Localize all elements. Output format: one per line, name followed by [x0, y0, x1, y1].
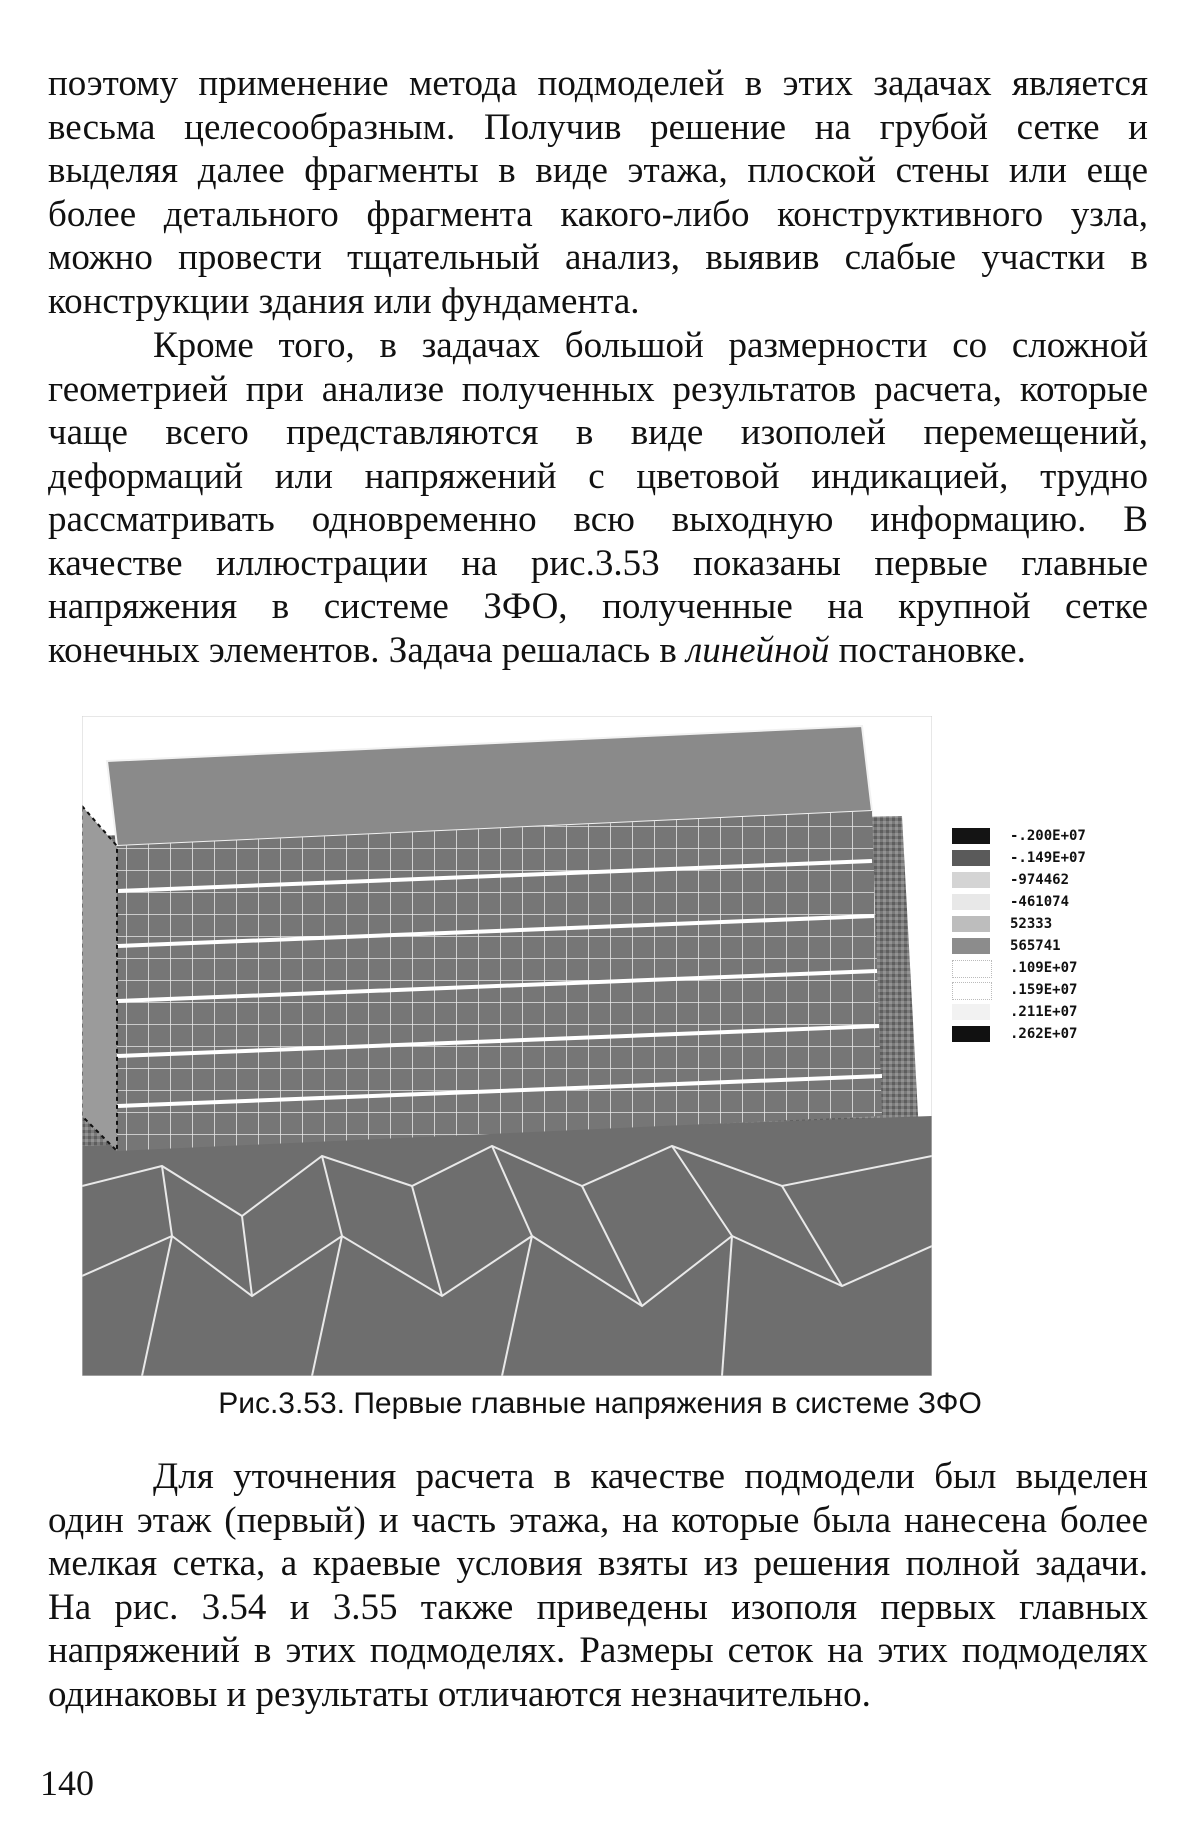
legend-value: -974462 [1010, 872, 1070, 888]
legend-swatch [952, 828, 990, 844]
page-number: 140 [40, 1763, 94, 1803]
figure-caption: Рис.3.53. Первые главные напряжения в системе ЗФО [218, 1387, 982, 1420]
text-line: качестве иллюстрации на рис.3.53 показаны первые главные [48, 542, 1148, 584]
legend-value: 52333 [1010, 916, 1053, 932]
text-line: напряжений в этих подмоделях. Размеры сеток на этих подмоделях [48, 1630, 1148, 1671]
text-line: конструкции здания или фундамента. [48, 280, 640, 322]
building-side-wall [82, 806, 117, 1151]
paragraph-3 [48, 1455, 1148, 1716]
legend-value: .159E+07 [1010, 982, 1078, 998]
legend-entry [952, 914, 1162, 934]
text-line: чаще всего представляются в виде изополей перемещений, [48, 412, 1148, 453]
text-line: геометрией при анализе полученных результатов расчета, которые [48, 368, 1148, 410]
text-line: выделяя далее фрагменты в виде этажа, плоской стены или еще [48, 150, 1148, 191]
text-line: один этаж (первый) и часть этажа, на которые была нанесена более [48, 1499, 1148, 1541]
text-fragment: конечных элементов. Задача решалась в [48, 629, 687, 671]
text-line: напряжения в системе ЗФО, полученные на крупной сетке [48, 586, 1148, 627]
legend-swatch [952, 1026, 990, 1042]
legend-swatch [952, 872, 990, 888]
stress-legend [952, 826, 1162, 1066]
legend-entry [952, 1002, 1162, 1022]
legend-swatch [952, 982, 992, 1000]
legend-entry [952, 980, 1162, 1000]
text-line: рассматривать одновременно всю выходную информацию. В [48, 499, 1148, 540]
legend-swatch [952, 1004, 990, 1020]
text-line: На рис. 3.54 и 3.55 также приведены изополя первых главных [48, 1586, 1148, 1628]
legend-swatch [952, 850, 990, 866]
paragraph-1 [48, 62, 1148, 323]
text-line: поэтому применение метода подмоделей в этих задачах является [48, 63, 1148, 104]
legend-swatch [952, 894, 990, 910]
text-fragment: постановке. [829, 629, 1026, 671]
italic-term: линейной [686, 629, 830, 671]
legend-swatch [952, 960, 992, 978]
legend-value: -.149E+07 [1010, 850, 1086, 866]
text-line: более детального фрагмента какого-либо конструктивного узла, [48, 193, 1148, 235]
legend-entry [952, 958, 1162, 978]
legend-value: .262E+07 [1010, 1026, 1078, 1042]
text-line: деформаций или напряжений с цветовой индикацией, трудно [48, 455, 1148, 497]
paragraph-2 [48, 324, 1148, 672]
text-line [48, 629, 1148, 673]
legend-entry [952, 936, 1162, 956]
legend-entry [952, 1024, 1162, 1044]
legend-value: -461074 [1010, 894, 1070, 910]
legend-entry [952, 870, 1162, 890]
text-line: весьма целесообразным. Получив решение на грубой сетке и [48, 106, 1148, 148]
text-line: можно провести тщательный анализ, выявив слабые участки в [48, 237, 1148, 278]
legend-swatch [952, 916, 990, 932]
legend-value: -.200E+07 [1010, 828, 1086, 844]
legend-swatch [952, 938, 990, 954]
text-line: Для уточнения расчета в качестве подмодели был выделен [153, 1456, 1148, 1497]
legend-value: .211E+07 [1010, 1004, 1078, 1020]
legend-value: .109E+07 [1010, 960, 1078, 976]
legend-value: 565741 [1010, 938, 1061, 954]
text-line: одинаковы и результаты отличаются незначительно. [48, 1673, 871, 1715]
fem-stress-figure [82, 716, 932, 1376]
text-line: Кроме того, в задачах большой размерности со сложной [153, 325, 1148, 366]
legend-entry [952, 826, 1162, 846]
soil-lower [82, 1116, 932, 1376]
legend-entry [952, 892, 1162, 912]
legend-entry [952, 848, 1162, 868]
text-line: мелкая сетка, а краевые условия взяты из решения полной задачи. [48, 1543, 1148, 1584]
